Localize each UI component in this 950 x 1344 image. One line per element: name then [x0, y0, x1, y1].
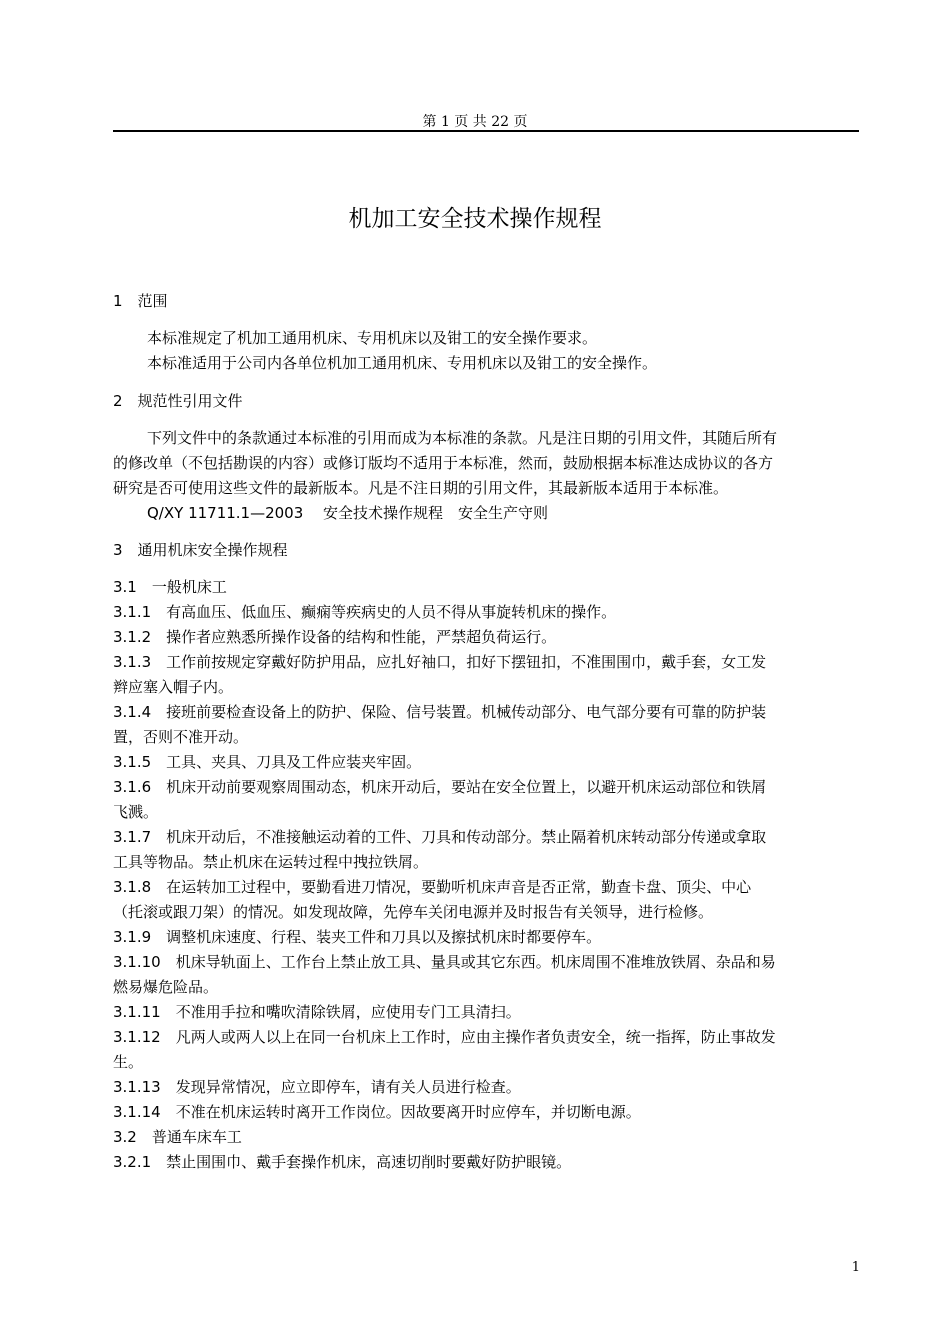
section-2-paragraph-line-2: 的修改单（不包括勘误的内容）或修订版均不适用于本标准，然而，鼓励根据本标准达成协议的各方	[113, 454, 774, 472]
clause-3-1-3-line-2: 辫应塞入帽子内。	[113, 678, 234, 696]
page-number: 1	[851, 1260, 860, 1275]
section-1-heading: 1 范围	[113, 292, 168, 310]
clause-3-1-8-line-1: 3.1.8 在运转加工过程中，要勤看进刀情况，要勤听机床声音是否正常，勤查卡盘、顶尖、中心	[113, 878, 752, 896]
page-header: 第 1 页 共 22 页	[422, 114, 528, 130]
clause-3-1-5: 3.1.5 工具、夹具、刀具及工件应装夹牢固。	[113, 753, 422, 771]
clause-3-1-14: 3.1.14 不准在机床运转时离开工作岗位。因故要离开时应停车，并切断电源。	[113, 1103, 641, 1121]
clause-3-1-9: 3.1.9 调整机床速度、行程、装夹工件和刀具以及擦拭机床时都要停车。	[113, 928, 602, 946]
section-1-paragraph-2: 本标准适用于公司内各单位机加工通用机床、专用机床以及钳工的安全操作。	[147, 354, 658, 372]
clause-3-1-11: 3.1.11 不准用手拉和嘴吹清除铁屑，应使用专门工具清扫。	[113, 1003, 521, 1021]
clause-3-1-8-line-2: （托滚或跟刀架）的情况。如发现故障，先停车关闭电源并及时报告有关领导，进行检修。	[113, 903, 714, 921]
clause-3-1-4-line-1: 3.1.4 接班前要检查设备上的防护、保险、信号装置。机械传动部分、电气部分要有可靠的防护装	[113, 703, 767, 721]
clause-3-1-13: 3.1.13 发现异常情况，应立即停车，请有关人员进行检查。	[113, 1078, 521, 1096]
clause-3-1-2: 3.1.2 操作者应熟悉所操作设备的结构和性能，严禁超负荷运行。	[113, 628, 557, 646]
clause-3-1-12-line-2: 生。	[113, 1053, 144, 1071]
clause-3-2: 3.2 普通车床车工	[113, 1128, 242, 1146]
clause-3-1-7-line-1: 3.1.7 机床开动后，不准接触运动着的工件、刀具和传动部分。禁止隔着机床转动部分传递或拿取	[113, 828, 767, 846]
clause-3-2-1: 3.2.1 禁止围围巾、戴手套操作机床，高速切削时要戴好防护眼镜。	[113, 1153, 572, 1171]
clause-3-1-7-line-2: 工具等物品。禁止机床在运转过程中拽拉铁屑。	[113, 853, 429, 871]
clause-3-1-10-line-1: 3.1.10 机床导轨面上、工作台上禁止放工具、量具或其它东西。机床周围不准堆放铁屑、杂品和易	[113, 953, 776, 971]
clause-3-1-3-line-1: 3.1.3 工作前按规定穿戴好防护用品，应扎好袖口，扣好下摆钮扣，不准围围巾，戴手套，女工发	[113, 653, 767, 671]
section-2-paragraph-line-3: 研究是否可使用这些文件的最新版本。凡是不注日期的引用文件，其最新版本适用于本标准。	[113, 479, 729, 497]
clause-3-1-4-line-2: 置，否则不准开动。	[113, 728, 249, 746]
clause-3-1: 3.1 一般机床工	[113, 578, 227, 596]
clause-3-1-1: 3.1.1 有高血压、低血压、癫痫等疾病史的人员不得从事旋转机床的操作。	[113, 603, 617, 621]
header-rule	[113, 130, 859, 132]
section-1-paragraph-1: 本标准规定了机加工通用机床、专用机床以及钳工的安全操作要求。	[147, 329, 598, 347]
section-2-heading: 2 规范性引用文件	[113, 392, 243, 410]
clause-3-1-6-line-1: 3.1.6 机床开动前要观察周围动态，机床开动后，要站在安全位置上，以避开机床运动部位和铁屑	[113, 778, 767, 796]
section-2-paragraph-line-1: 下列文件中的条款通过本标准的引用而成为本标准的条款。凡是注日期的引用文件，其随后所有	[147, 429, 778, 447]
clause-3-1-10-line-2: 燃易爆危险品。	[113, 978, 219, 996]
section-3-heading: 3 通用机床安全操作规程	[113, 541, 288, 559]
document-title: 机加工安全技术操作规程	[348, 206, 602, 232]
clause-3-1-12-line-1: 3.1.12 凡两人或两人以上在同一台机床上工作时，应由主操作者负责安全，统一指挥，防止事故发	[113, 1028, 776, 1046]
clause-3-1-6-line-2: 飞溅。	[113, 803, 159, 821]
section-2-reference: Q/XY 11711.1—2003 安全技术操作规程 安全生产守则	[147, 504, 549, 522]
